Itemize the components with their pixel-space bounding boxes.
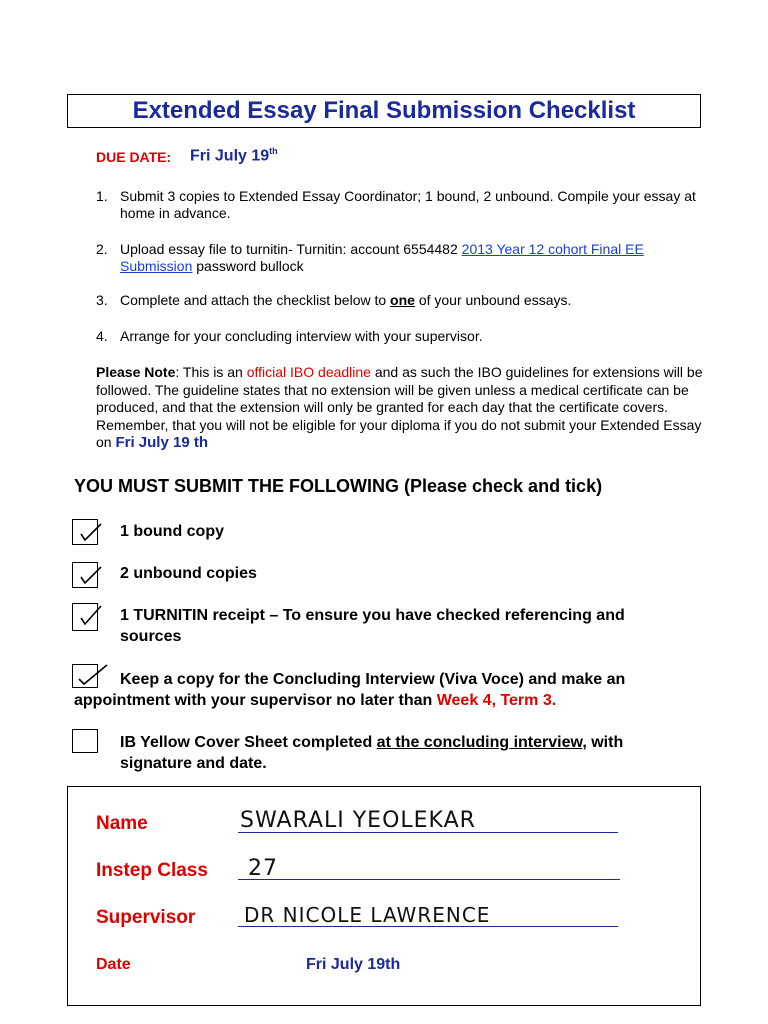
supervisor-field[interactable]: DR NICOLE LAWRENCE	[244, 903, 491, 927]
tick-icon	[73, 604, 99, 632]
supervisor-label: Supervisor	[96, 907, 196, 928]
checkbox-bound-copy[interactable]	[72, 519, 98, 545]
due-date-label: DUE DATE:	[96, 149, 172, 165]
instep-class-label: Instep Class	[96, 860, 208, 881]
please-note: Please Note: This is an official IBO deadline and as such the IBO guidelines for extensions will be followed. The guideline states that no extension will be given unless a medical certificate can be produced, and that the extension will only be granted for each day that the certificate covers. Remember, that you will not be eligible for your diploma if you do not submit your Extended Essay on Fri July 19 th	[96, 364, 703, 451]
step-number: 4.	[96, 328, 108, 344]
name-field[interactable]: SWARALI YEOLEKAR	[240, 808, 476, 833]
checklist-item: 1 TURNITIN receipt – To ensure you have checked referencing and sources	[120, 607, 625, 645]
tick-icon	[73, 520, 99, 546]
due-date-value: Fri July 19th	[190, 146, 278, 165]
date-label: Date	[96, 956, 131, 973]
step-number: 1.	[96, 188, 108, 204]
title-box	[67, 94, 701, 128]
step-text: Submit 3 copies to Extended Essay Coordinator; 1 bound, 2 unbound. Compile your essay at home in advance.	[120, 188, 696, 221]
step-text: Upload essay file to turnitin- Turnitin: account 6554482 2013 Year 12 cohort Final EE Submission password bullock	[120, 241, 644, 274]
name-label: Name	[96, 813, 148, 834]
checklist-item: 2 unbound copies	[120, 565, 257, 582]
step-number: 2.	[96, 241, 108, 257]
checklist-item: Keep a copy for the Concluding Interview (Viva Voce) and make an appointment with your supervisor no later than Week 4, Term 3.	[74, 671, 626, 709]
checklist-item: IB Yellow Cover Sheet completed at the concluding interview, with signature and date.	[120, 734, 624, 772]
checklist-item: 1 bound copy	[120, 523, 224, 540]
step-text: Arrange for your concluding interview with your supervisor.	[120, 328, 483, 344]
checkbox-yellow-cover-sheet[interactable]	[72, 729, 98, 753]
checkbox-unbound-copies[interactable]	[72, 562, 98, 588]
page-title: Extended Essay Final Submission Checklist	[132, 97, 636, 124]
must-submit-heading: YOU MUST SUBMIT THE FOLLOWING (Please check and tick)	[74, 476, 603, 496]
instep-class-line	[238, 879, 620, 880]
step-number: 3.	[96, 292, 108, 308]
tick-icon	[73, 563, 99, 589]
date-value: Fri July 19th	[306, 956, 401, 973]
cohort-submission-link[interactable]: 2013 Year 12 cohort Final EE Submission	[120, 241, 644, 274]
instep-class-field[interactable]: 27	[248, 856, 278, 881]
step-text: Complete and attach the checklist below to one of your unbound essays.	[120, 292, 572, 308]
checkbox-turnitin-receipt[interactable]	[72, 603, 98, 631]
